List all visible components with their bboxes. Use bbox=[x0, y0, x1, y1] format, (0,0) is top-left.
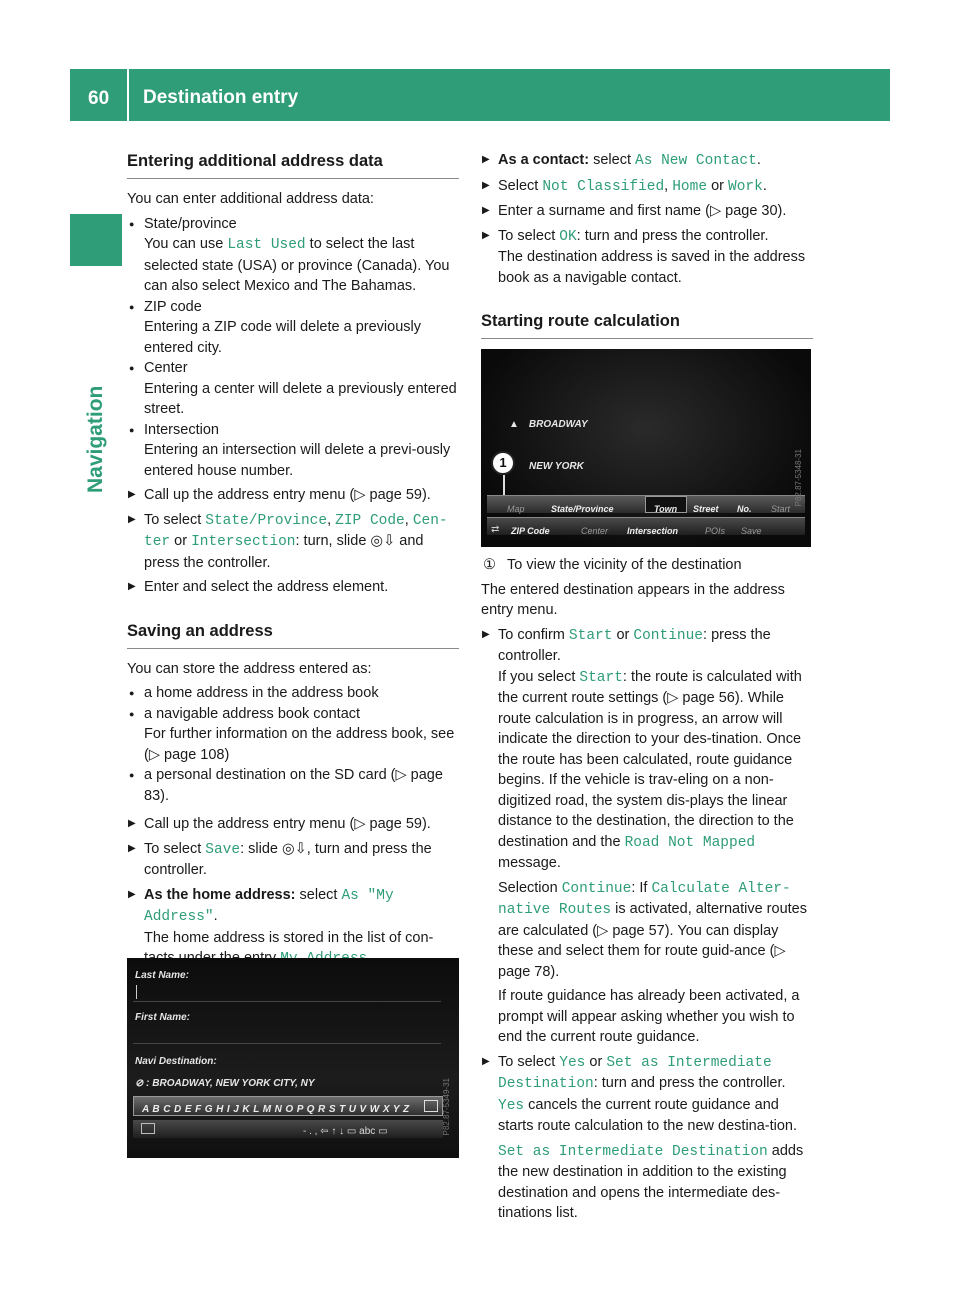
step-item: ▶ As the home address: select As "My Address". The home address is stored in the list of con- bbox=[127, 885, 459, 970]
bullet-item: ● a home address in the address book bbox=[127, 683, 459, 704]
caption-number-icon: ① bbox=[483, 557, 496, 573]
step-item: ▶ To confirm Start or Continue: press the controller. If you select Start: the route is calculated with the current route settings (▷ page 56). While route calculation is in progress, an arrow will indicate the direction to your des-tination. Once the route has been calculated, route guidance begins. If the vehicle is trav-eling on a non-digitized road, the system dis-plays the linear distance to the destination, the direction to the destination and the Road Not Mapped message. Selection Continue: If Calculate Alter-native Routes is activated, alternative routes are calculated (▷ page 57). You can display these and select them for route guid-ance (▷ page 78). If route guidance has already been activated, a prompt will appear asking whether you wish to end the current route guidance. bbox=[481, 625, 813, 1048]
figure-caption: ① To view the vicinity of the destination bbox=[481, 555, 813, 576]
menu-item-state-province: State/Province bbox=[551, 504, 614, 514]
step-item: ▶ Select Not Classified, Home or Work. bbox=[481, 176, 813, 198]
keyboard-bar bbox=[133, 1096, 443, 1116]
address-menu-bar-1 bbox=[487, 495, 805, 513]
image-code: P82.87-5349-31 bbox=[441, 1078, 451, 1136]
paragraph: You can enter additional address data: bbox=[127, 191, 374, 207]
navi-destination-value: ⊘ : BROADWAY, NEW YORK CITY, NY bbox=[135, 1078, 315, 1089]
right-column bbox=[481, 150, 813, 1224]
section-heading: Starting route calculation bbox=[481, 310, 813, 339]
navi-destination-label: Navi Destination: bbox=[135, 1056, 217, 1067]
menu-item-center: Center bbox=[581, 526, 609, 536]
section-heading: Saving an address bbox=[127, 620, 459, 649]
page-number: 60 bbox=[88, 88, 110, 109]
header-divider bbox=[127, 69, 129, 121]
menu-item-street: Street bbox=[693, 504, 719, 514]
bullet-item: ● a navigable address book contact For further information on the address book, see (▷ page 108) bbox=[127, 704, 459, 766]
menu-item-pois: POIs bbox=[705, 526, 726, 536]
destination-icon: ▲ bbox=[509, 419, 519, 430]
step-item: ▶ To select Save: slide ◎⇩, turn and press the controller. bbox=[127, 839, 459, 881]
address-entry-screenshot bbox=[481, 349, 811, 547]
paragraph: The entered destination appears in the address entry menu. bbox=[481, 581, 785, 618]
menu-item-save: Save bbox=[741, 526, 762, 536]
step-item: ▶ To select Yes or Set as Intermediate Destination: turn and press the controller. Yes cancels the current route guidance and starts route calculation to the new destina-tion. Set as Intermediate Destination adds the new destination in addition to the existing destination and opens the intermediate des-tinations list. bbox=[481, 1052, 813, 1224]
callout-line bbox=[503, 475, 505, 495]
first-name-field bbox=[133, 1024, 441, 1044]
left-column bbox=[127, 150, 459, 970]
menu-item-map: Map bbox=[507, 504, 525, 514]
step-item: ▶ To select OK: turn and press the controller. The destination address is saved in the address book as a navigable contact. bbox=[481, 226, 813, 289]
section-heading: Entering additional address data bbox=[127, 150, 459, 179]
keyboard-function-icons: - . , ⇦ ↑ ↓ ▭ abc ▭ bbox=[303, 1126, 388, 1137]
keyboard-function-bar bbox=[133, 1120, 443, 1138]
street-value: BROADWAY bbox=[528, 419, 588, 430]
page-header bbox=[70, 69, 890, 121]
step-item: ▶ To select State/Province, ZIP Code, Cen-ter or Intersection: turn, slide ◎⇩ and press the controller. bbox=[127, 510, 459, 574]
bullet-item: ● State/province You can use Last Used to select the last selected state (USA) or province (Canada). You can also select Mexico and The Bahamas. bbox=[127, 214, 459, 297]
bullet-item: ● Center Entering a center will delete a previously entered street. bbox=[127, 358, 459, 420]
text-cursor bbox=[136, 985, 137, 999]
menu-item-zip-code: ZIP Code bbox=[511, 526, 550, 536]
image-code: P82.87-5348-31 bbox=[793, 449, 803, 507]
bullet-item: ● Intersection Entering an intersection will delete a previ-ously entered house number. bbox=[127, 420, 459, 482]
menu-toggle-icon: ⇄ bbox=[491, 524, 500, 535]
keyboard-letters: A B C D E F G H I J K L M N O P Q R S T U V W X Y Z bbox=[142, 1104, 410, 1115]
last-name-label: Last Name: bbox=[135, 970, 189, 981]
menu-item-number: No. bbox=[737, 504, 752, 514]
last-name-field bbox=[133, 982, 441, 1002]
keyboard-toggle-icon bbox=[141, 1123, 155, 1134]
step-item: ▶ Enter and select the address element. bbox=[127, 577, 459, 598]
callout-marker: 1 bbox=[491, 451, 515, 475]
bullet-item: ● ZIP code Entering a ZIP code will delete a previously entered city. bbox=[127, 297, 459, 359]
section-tab-marker bbox=[70, 214, 122, 266]
paragraph: You can store the address entered as: bbox=[127, 660, 372, 677]
menu-item-intersection: Intersection bbox=[627, 526, 679, 536]
bullet-item: ● a personal destination on the SD card (▷ page 83). bbox=[127, 765, 459, 806]
step-item: ▶ Call up the address entry menu (▷ page 59). bbox=[127, 814, 459, 835]
city-value: NEW YORK bbox=[529, 461, 584, 472]
step-item: ▶ As a contact: select As New Contact. bbox=[481, 150, 813, 172]
step-item: ▶ Enter a surname and first name (▷ page 30). bbox=[481, 201, 813, 222]
section-label: Navigation bbox=[84, 385, 107, 493]
menu-item-start: Start bbox=[771, 504, 791, 514]
step-item: ▶ Call up the address entry menu (▷ page 59). bbox=[127, 485, 459, 506]
chapter-title: Destination entry bbox=[143, 87, 299, 108]
address-menu-bar-2 bbox=[487, 517, 805, 535]
menu-item-town-selected: Town bbox=[645, 496, 687, 513]
keyboard-mode-icon bbox=[424, 1100, 438, 1112]
contact-entry-screenshot bbox=[127, 958, 459, 1158]
first-name-label: First Name: bbox=[135, 1012, 191, 1023]
